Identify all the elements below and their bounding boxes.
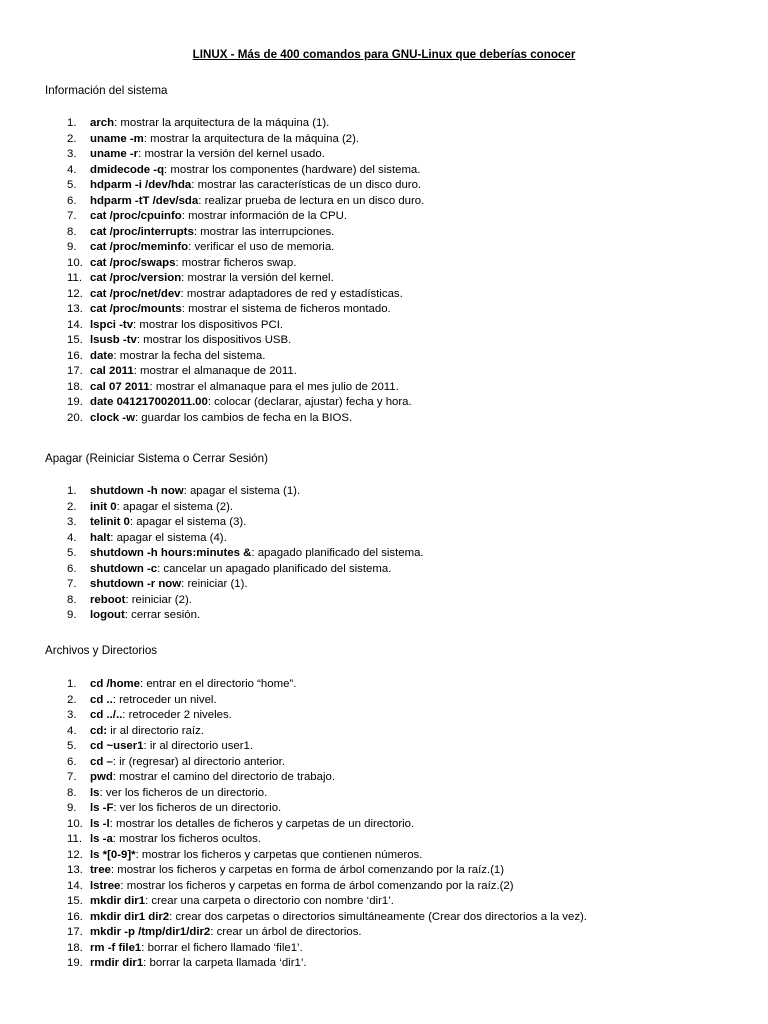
command-name: tree (90, 864, 111, 876)
item-number: 16. (67, 910, 83, 923)
command-description: : mostrar información de la CPU. (181, 210, 347, 222)
item-text (90, 531, 227, 547)
item-number: 4. (67, 724, 77, 737)
item-text (90, 225, 334, 241)
command-list-informacion (0, 116, 768, 426)
list-item (0, 608, 768, 624)
command-list-apagar (0, 484, 768, 624)
item-number: 18. (67, 380, 83, 393)
item-number: 15. (67, 895, 83, 907)
command-name: shutdown -c (90, 562, 158, 575)
item-text (90, 484, 300, 500)
item-number: 8. (67, 593, 77, 606)
item-number: 1. (67, 678, 77, 690)
item-text (90, 132, 359, 148)
list-item (0, 484, 768, 500)
command-description: : mostrar los ficheros y carpetas que contienen números. (135, 848, 423, 861)
item-number: 16. (67, 349, 83, 362)
list-item (0, 380, 768, 396)
item-number: 6. (67, 755, 77, 768)
command-description: : mostrar adaptadores de red y estadísticas. (180, 287, 403, 300)
item-text (90, 240, 334, 256)
list-item (0, 132, 768, 148)
item-text (90, 577, 248, 593)
command-description: : mostrar los dispositivos PCI. (133, 318, 284, 331)
item-text (90, 593, 192, 609)
command-name: shutdown -h hours:minutes & (90, 547, 252, 559)
list-item (0, 302, 768, 318)
item-text (90, 608, 200, 624)
list-item (0, 364, 768, 380)
item-text (90, 925, 362, 941)
item-text (90, 209, 347, 225)
command-description: : ir al directorio user1. (143, 740, 254, 752)
item-number: 2. (67, 132, 77, 145)
item-number: 1. (67, 485, 77, 497)
command-description: ir al directorio raíz. (107, 724, 204, 737)
command-description: : mostrar los detalles de ficheros y carpetas de un directorio. (109, 817, 415, 830)
command-description: : crear una carpeta o directorio con nombre ‘dir1’. (145, 895, 394, 907)
item-text (90, 349, 265, 365)
list-item (0, 333, 768, 349)
command-name: rm -f file1 (90, 941, 142, 954)
command-description: : borrar el fichero llamado ‘file1’. (141, 941, 303, 954)
command-name: cd /home (90, 678, 141, 690)
command-name: telinit 0 (90, 516, 130, 528)
command-name: rmdir dir1 (90, 957, 144, 969)
command-name: uname -m (90, 132, 144, 145)
command-description: : mostrar los dispositivos USB. (136, 334, 292, 346)
item-number: 20. (67, 411, 83, 424)
list-item (0, 724, 768, 740)
command-description: : cerrar sesión. (124, 609, 201, 621)
command-name: uname -r (90, 148, 139, 160)
item-text (90, 546, 424, 562)
list-item (0, 194, 768, 210)
item-number: 6. (67, 562, 77, 575)
command-name: cal 07 2011 (90, 380, 150, 393)
command-description: : ver los ficheros de un directorio. (113, 802, 282, 814)
list-item (0, 801, 768, 817)
item-text (90, 739, 253, 755)
item-number: 19. (67, 957, 83, 969)
item-text (90, 380, 399, 396)
list-item (0, 116, 768, 132)
item-text (90, 256, 296, 272)
command-name: cat /proc/swaps (90, 256, 176, 269)
item-text (90, 147, 325, 163)
command-name: cat /proc/meminfo (90, 241, 189, 253)
item-number: 10. (67, 256, 83, 269)
command-description: : mostrar el camino del directorio de trabajo. (112, 771, 335, 783)
command-name: cd – (90, 755, 113, 768)
command-list-archivos (0, 677, 768, 972)
command-description: : mostrar la arquitectura de la máquina (2). (143, 132, 360, 145)
command-description: : guardar los cambios de fecha en la BIOS. (134, 411, 353, 424)
list-item (0, 546, 768, 562)
command-name: cat /proc/interrupts (90, 225, 194, 238)
item-number: 2. (67, 500, 77, 513)
section-heading-informacion: Información del sistema (45, 84, 168, 97)
command-description: : apagar el sistema (3). (129, 516, 247, 528)
item-number: 13. (67, 303, 83, 315)
command-name: ls -a (90, 833, 113, 845)
list-item (0, 739, 768, 755)
item-number: 14. (67, 318, 83, 331)
command-description: : realizar prueba de lectura en un disco duro. (198, 194, 425, 207)
command-description: : mostrar la fecha del sistema. (113, 349, 266, 362)
command-description: : ver los ficheros de un directorio. (99, 786, 268, 799)
command-name: ls (90, 786, 100, 799)
command-description: : retroceder 2 niveles. (122, 709, 232, 721)
item-text (90, 724, 204, 740)
command-name: cat /proc/mounts (90, 303, 182, 315)
item-text (90, 894, 394, 910)
command-name: arch (90, 117, 115, 129)
item-number: 14. (67, 879, 83, 892)
item-number: 6. (67, 194, 77, 207)
command-description: : apagar el sistema (4). (110, 531, 227, 544)
command-description: : reiniciar (1). (181, 578, 248, 590)
list-item (0, 240, 768, 256)
item-number: 19. (67, 396, 83, 408)
item-number: 8. (67, 786, 77, 799)
item-text (90, 801, 281, 817)
command-name: cd ~user1 (90, 740, 144, 752)
section-heading-archivos: Archivos y Directorios (45, 644, 158, 657)
command-name: lsusb -tv (90, 334, 137, 346)
item-text (90, 910, 587, 926)
item-text (90, 708, 232, 724)
list-item (0, 531, 768, 547)
item-text (90, 411, 352, 427)
command-name: halt (90, 531, 111, 544)
command-name: cat /proc/net/dev (90, 287, 181, 300)
item-text (90, 302, 391, 318)
command-description: : mostrar el almanaque para el mes julio de 2011. (149, 380, 399, 393)
command-name: cd .. (90, 693, 113, 706)
item-text (90, 515, 246, 531)
command-name: shutdown -h now (90, 485, 184, 497)
item-number: 9. (67, 241, 77, 253)
item-number: 9. (67, 609, 77, 621)
item-text (90, 693, 217, 709)
command-description: : crear un árbol de directorios. (210, 926, 362, 938)
item-number: 3. (67, 516, 77, 528)
command-name: reboot (90, 593, 126, 606)
item-text (90, 271, 334, 287)
item-number: 17. (67, 926, 83, 938)
command-description: : reiniciar (2). (125, 593, 192, 606)
command-name: lstree (90, 879, 121, 892)
command-name: dmidecode -q (90, 163, 165, 176)
item-text (90, 848, 422, 864)
section-heading-apagar: Apagar (Reiniciar Sistema o Cerrar Sesión) (45, 452, 268, 465)
list-item (0, 863, 768, 879)
item-number: 3. (67, 709, 77, 721)
item-text (90, 879, 514, 895)
command-description: : mostrar ficheros swap. (175, 256, 297, 269)
command-name: date 041217002011.00 (90, 396, 208, 408)
list-item (0, 515, 768, 531)
item-number: 2. (67, 693, 77, 706)
list-item (0, 693, 768, 709)
list-item (0, 577, 768, 593)
command-name: cat /proc/version (90, 272, 182, 284)
command-name: ls *[0-9]* (90, 848, 136, 861)
item-number: 17. (67, 365, 83, 377)
item-text (90, 364, 297, 380)
item-number: 13. (67, 864, 83, 876)
list-item (0, 708, 768, 724)
item-text (90, 941, 303, 957)
list-item (0, 941, 768, 957)
list-item (0, 271, 768, 287)
command-name: mkdir -p /tmp/dir1/dir2 (90, 926, 211, 938)
item-number: 12. (67, 848, 83, 861)
item-text (90, 395, 412, 411)
document-title: LINUX - Más de 400 comandos para GNU-Linux que deberías conocer (192, 48, 576, 61)
command-description: : mostrar las interrupciones. (193, 225, 335, 238)
command-name: mkdir dir1 dir2 (90, 910, 170, 923)
item-number: 15. (67, 334, 83, 346)
command-name: date (90, 349, 114, 362)
item-number: 11. (67, 272, 82, 284)
list-item (0, 755, 768, 771)
command-name: cd: (90, 724, 108, 737)
command-name: hdparm -i /dev/hda (90, 179, 192, 191)
item-number: 11. (67, 833, 82, 845)
command-description: : crear dos carpetas o directorios simultáneamente (Crear dos directorios a la vez). (169, 910, 587, 923)
list-item (0, 817, 768, 833)
item-text (90, 956, 307, 972)
item-number: 5. (67, 179, 77, 191)
item-text (90, 770, 335, 786)
item-text (90, 318, 283, 334)
item-text (90, 832, 261, 848)
item-number: 1. (67, 117, 77, 129)
list-item (0, 848, 768, 864)
item-number: 10. (67, 817, 83, 830)
list-item (0, 677, 768, 693)
list-item (0, 395, 768, 411)
list-item (0, 879, 768, 895)
list-item (0, 925, 768, 941)
command-description: : mostrar los ficheros y carpetas en forma de árbol comenzando por la raíz.(2) (120, 879, 514, 892)
command-description: : cancelar un apagado planificado del sistema. (157, 562, 392, 575)
item-text (90, 817, 414, 833)
list-item (0, 593, 768, 609)
item-text (90, 194, 424, 210)
item-text (90, 755, 285, 771)
command-description: : mostrar los ficheros ocultos. (112, 833, 261, 845)
command-name: ls -F (90, 802, 114, 814)
list-item (0, 147, 768, 163)
command-description: : colocar (declarar, ajustar) fecha y hora. (207, 396, 412, 408)
list-item (0, 178, 768, 194)
list-item (0, 318, 768, 334)
command-name: hdparm -tT /dev/sda (90, 194, 199, 207)
item-number: 3. (67, 148, 77, 160)
command-description: : apagar el sistema (1). (183, 485, 301, 497)
item-text (90, 333, 291, 349)
item-text (90, 116, 329, 132)
command-description: : apagado planificado del sistema. (251, 547, 424, 559)
command-description: : mostrar el almanaque de 2011. (133, 365, 297, 377)
item-number: 12. (67, 287, 83, 300)
command-name: cat /proc/cpuinfo (90, 210, 182, 222)
list-item (0, 786, 768, 802)
list-item (0, 209, 768, 225)
command-description: : ir (regresar) al directorio anterior. (112, 755, 285, 768)
command-description: : mostrar la versión del kernel. (181, 272, 334, 284)
command-description: : entrar en el directorio “home”. (140, 678, 297, 690)
command-description: : borrar la carpeta llamada ‘dir1’. (143, 957, 307, 969)
list-item (0, 225, 768, 241)
command-name: mkdir dir1 (90, 895, 146, 907)
command-name: cd ../.. (90, 709, 123, 721)
command-name: lspci -tv (90, 318, 134, 331)
list-item (0, 562, 768, 578)
command-description: : mostrar las características de un disco duro. (191, 179, 422, 191)
item-number: 7. (67, 771, 77, 783)
item-number: 4. (67, 531, 77, 544)
list-item (0, 910, 768, 926)
command-description: : retroceder un nivel. (112, 693, 217, 706)
command-description: : mostrar la versión del kernel usado. (138, 148, 325, 160)
command-description: : mostrar los componentes (hardware) del sistema. (164, 163, 421, 176)
item-text (90, 562, 391, 578)
item-number: 8. (67, 225, 77, 238)
item-number: 4. (67, 163, 77, 176)
list-item (0, 894, 768, 910)
list-item (0, 411, 768, 427)
item-text (90, 287, 403, 303)
command-description: : apagar el sistema (2). (116, 500, 234, 513)
list-item (0, 163, 768, 179)
list-item (0, 287, 768, 303)
item-number: 18. (67, 941, 83, 954)
command-name: ls -l (90, 817, 110, 830)
command-name: shutdown -r now (90, 578, 182, 590)
item-text (90, 863, 504, 879)
command-name: init 0 (90, 500, 117, 513)
command-name: clock -w (90, 411, 135, 424)
item-text (90, 786, 267, 802)
list-item (0, 770, 768, 786)
item-text (90, 677, 296, 693)
item-number: 5. (67, 547, 77, 559)
command-description: : mostrar la arquitectura de la máquina (1). (114, 117, 330, 129)
list-item (0, 256, 768, 272)
command-description: : mostrar los ficheros y carpetas en forma de árbol comenzando por la raíz.(1) (110, 864, 505, 876)
command-description: : verificar el uso de memoria. (188, 241, 335, 253)
list-item (0, 832, 768, 848)
command-name: cal 2011 (90, 365, 134, 377)
item-text (90, 178, 421, 194)
item-text (90, 500, 233, 516)
list-item (0, 349, 768, 365)
item-number: 7. (67, 578, 77, 590)
command-description: : mostrar el sistema de ficheros montado. (181, 303, 391, 315)
list-item (0, 500, 768, 516)
item-number: 5. (67, 740, 77, 752)
list-item (0, 956, 768, 972)
item-number: 7. (67, 210, 77, 222)
item-number: 9. (67, 802, 77, 814)
item-text (90, 163, 420, 179)
command-name: pwd (90, 771, 113, 783)
command-name: logout (90, 609, 125, 621)
